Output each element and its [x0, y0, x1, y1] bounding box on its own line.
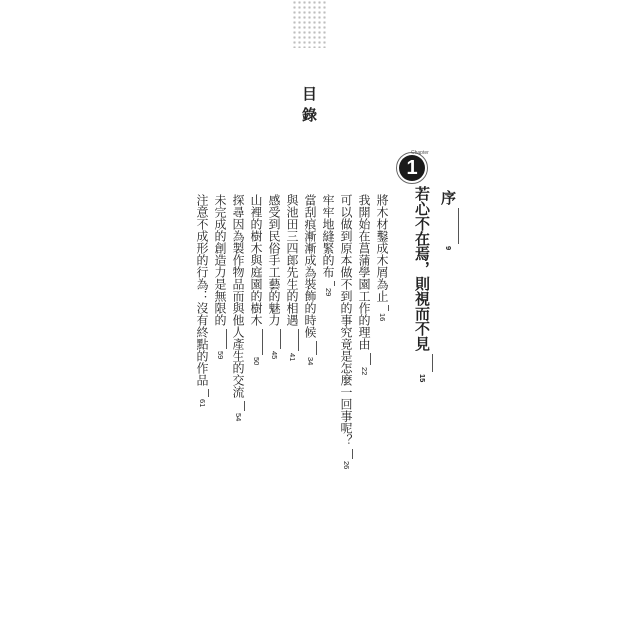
entry-title: 未完成的創造力是無限的	[213, 194, 227, 326]
page-number: 50	[252, 357, 261, 366]
leader-line	[244, 401, 245, 411]
leader-line	[280, 329, 281, 349]
toc-title: 目錄	[300, 86, 318, 128]
entry-title: 牢牢地縫緊的布	[321, 194, 335, 278]
entry-title: 可以做到原本做不到的事究竟是怎麼一回事呢？	[339, 194, 353, 446]
page-number: 34	[306, 357, 315, 366]
page-number: 45	[270, 351, 279, 360]
page-number: 26	[342, 461, 351, 470]
entry-title: 將木材鑿成木屑為止	[375, 194, 389, 302]
toc-entry	[375, 194, 389, 321]
toc-entry	[303, 194, 317, 365]
leader-line	[352, 449, 353, 459]
page-number: 41	[288, 353, 297, 362]
chapter-tag: Chapter	[411, 150, 429, 156]
leader-line	[226, 329, 227, 349]
leader-line	[432, 354, 433, 372]
leader-line	[370, 353, 371, 365]
dotted-pattern-decoration	[292, 0, 328, 48]
page-number: 54	[234, 413, 243, 422]
toc-entry	[231, 194, 245, 421]
entry-title: 我開始在菖蒲學園工作的理由	[357, 194, 371, 350]
leader-line	[298, 329, 299, 351]
leader-line	[458, 208, 459, 244]
leader-line	[316, 341, 317, 355]
toc-entry-preface	[438, 190, 459, 250]
toc-entry	[213, 194, 227, 359]
toc-entry	[267, 194, 281, 359]
entry-title: 探尋因為製作物品而與他人產生的交流	[231, 194, 245, 398]
page-number: 16	[378, 313, 387, 322]
toc-entry	[249, 194, 263, 365]
toc-entry	[321, 194, 335, 296]
chapter-title	[412, 186, 433, 382]
leader-line	[334, 281, 335, 286]
page-number: 29	[324, 288, 333, 297]
toc-entry	[285, 194, 299, 361]
chapter-title-text: 若心不在焉，則視而不見	[413, 186, 431, 351]
entry-title: 與池田三四郎先生的相遇	[285, 194, 299, 326]
page-number: 15	[418, 374, 427, 383]
entry-title: 感受到民俗手工藝的魅力	[267, 194, 281, 326]
toc-entry	[195, 194, 209, 407]
leader-line	[388, 305, 389, 311]
page-number: 59	[216, 351, 225, 360]
page-number: 22	[360, 367, 369, 376]
preface-label: 序	[439, 190, 457, 205]
leader-line	[262, 329, 263, 355]
leader-line	[208, 389, 209, 397]
entry-title: 山裡的樹木與庭園的樹木	[249, 194, 263, 326]
toc-entry	[357, 194, 371, 375]
chapter-number-badge: 1	[399, 155, 425, 181]
page-number: 61	[198, 399, 207, 408]
entry-title: 注意不成形的行為：沒有終點的作品	[195, 194, 209, 386]
toc-entry	[339, 194, 353, 469]
entry-title: 當刮痕漸漸成為裝飾的時候	[303, 194, 317, 338]
page-number: 9	[444, 246, 453, 251]
